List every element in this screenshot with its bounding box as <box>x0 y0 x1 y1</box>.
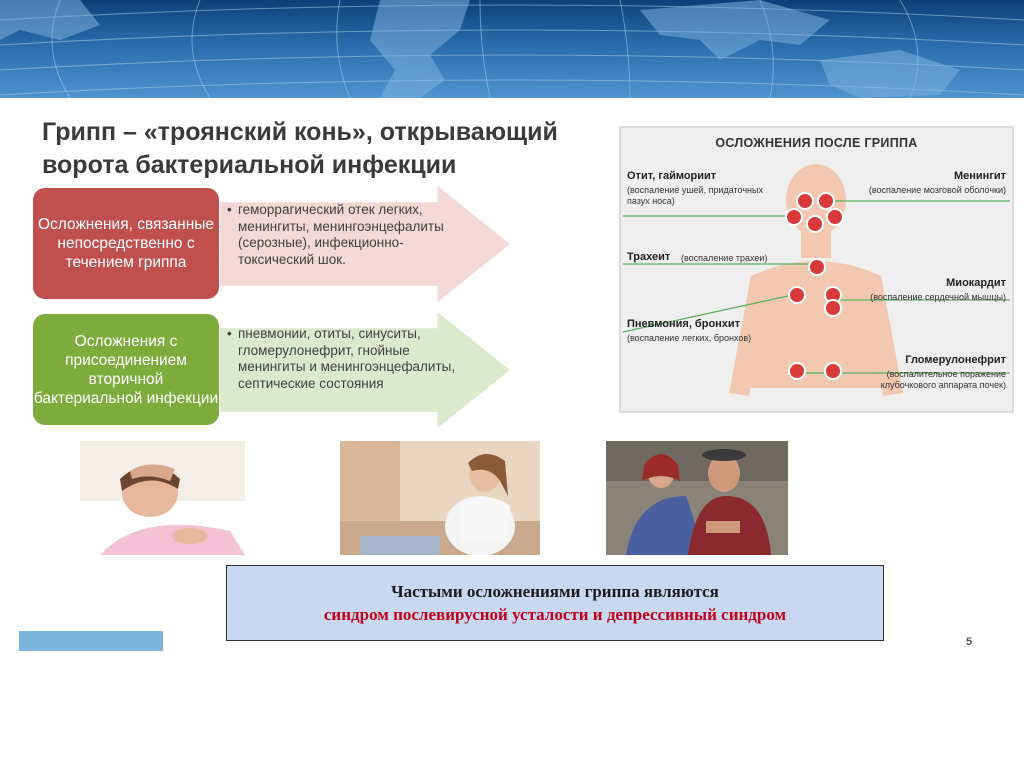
category-secondary-box <box>33 314 219 425</box>
category-secondary-label: Осложнения с присоединением вторичной бактериальной инфекции <box>33 332 219 407</box>
label-otitis: Отит, гаймориит <box>627 170 717 182</box>
list-item: • геморрагический отек легких, менингиты, менингоэнцефалиты (серозные), инфекционно-токсический шок. <box>238 202 448 268</box>
title-line-2: ворота бактериальной инфекции <box>42 151 457 179</box>
photo-sick-child <box>80 441 245 555</box>
category-direct-label: Осложнения, связанные непосредственно с течением гриппа <box>37 216 215 271</box>
label-pneumonia: Пневмония, бронхит <box>627 318 741 330</box>
complications-diagram <box>619 126 1014 413</box>
label-otitis-desc: (воспаление ушей, придаточных пазух носа) <box>627 185 763 206</box>
label-glomerulonephritis: Гломерулонефрит <box>905 354 1006 366</box>
label-myocarditis: Миокардит <box>946 277 1006 289</box>
label-meningitis-desc: (воспаление мозговой оболочки) <box>868 185 1006 195</box>
direct-complications-list <box>224 202 448 268</box>
conclusion-line-2: синдром послевирусной усталости и депрессивный синдром <box>323 605 787 624</box>
footer-accent-bar <box>19 631 163 651</box>
page-number: 5 <box>966 636 973 648</box>
secondary-complications-list <box>224 326 478 392</box>
label-tracheitis-desc: (воспаление трахеи) <box>681 253 768 263</box>
label-tracheitis: Трахеит <box>627 251 671 263</box>
photo-pregnant-woman <box>340 441 540 555</box>
category-direct-box <box>33 188 219 299</box>
label-pneumonia-desc: (воспаление легких, бронхов) <box>627 333 752 343</box>
label-myocarditis-desc: (воспаление сердечной мышцы) <box>870 292 1006 302</box>
label-glomerulonephritis-desc: (воспалительное поражение клубочкового аппарата почек) <box>880 369 1006 390</box>
globe-graphic <box>0 0 1024 98</box>
conclusion-box <box>226 565 884 641</box>
label-meningitis: Менингит <box>953 170 1006 182</box>
title-line-1: Грипп – «троянский конь», открывающий <box>42 118 558 146</box>
header-banner <box>0 0 1024 98</box>
page-title <box>42 116 632 182</box>
conclusion-line-1: Частыми осложнениями гриппа являются <box>391 582 719 601</box>
list-item: • пневмонии, отиты, синуситы, гломерулонефрит, гнойные менингиты и менингоэнцефалиты, септические состояния <box>238 326 478 392</box>
diagram-title: ОСЛОЖНЕНИЯ ПОСЛЕ ГРИППА <box>715 136 918 150</box>
photo-elderly-couple <box>606 441 788 555</box>
